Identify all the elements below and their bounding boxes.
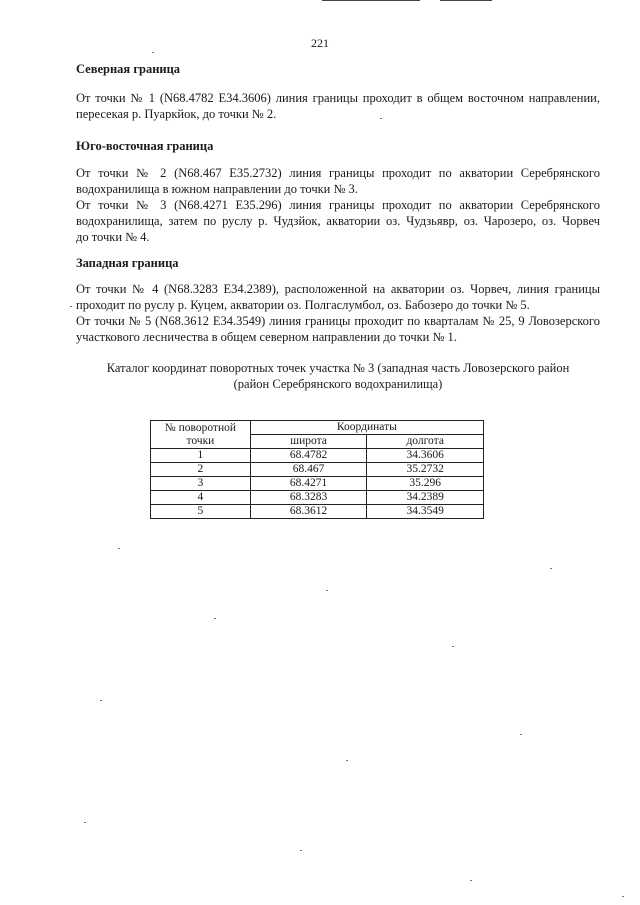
table-row bbox=[151, 491, 484, 505]
cell-longitude: 35.2732 bbox=[367, 463, 484, 477]
scan-speck bbox=[100, 700, 102, 701]
page-number: 221 bbox=[311, 36, 329, 50]
text-line: От точки № 5 (N68.3612 E34.3549) линия границы проходит по кварталам № 25, 9 Ловозерского bbox=[76, 314, 600, 328]
cell-longitude: 34.2389 bbox=[367, 491, 484, 505]
scan-speck bbox=[452, 646, 454, 647]
scan-speck bbox=[152, 52, 154, 53]
section-text-north bbox=[76, 90, 600, 122]
table-row bbox=[151, 449, 484, 463]
cell-longitude: 34.3606 bbox=[367, 449, 484, 463]
section-heading-north: Северная граница bbox=[76, 62, 181, 76]
section-text-west bbox=[76, 281, 600, 345]
table-header-row bbox=[151, 421, 484, 435]
table-caption bbox=[76, 360, 600, 392]
cell-longitude: 35.296 bbox=[367, 477, 484, 491]
cell-latitude: 68.4271 bbox=[250, 477, 367, 491]
scan-speck bbox=[300, 850, 302, 851]
header-latitude: широта bbox=[250, 435, 367, 449]
text-line: От точки № 4 (N68.3283 E34.2389), расположенной на акватории оз. Чорвеч, линия границы bbox=[76, 282, 600, 296]
cell-point: 2 bbox=[151, 463, 251, 477]
cell-longitude: 34.3549 bbox=[367, 505, 484, 519]
section-heading-west: Западная граница bbox=[76, 256, 179, 270]
cell-latitude: 68.467 bbox=[250, 463, 367, 477]
scan-speck bbox=[84, 822, 86, 823]
section-text-southeast bbox=[76, 165, 600, 245]
cell-point: 5 bbox=[151, 505, 251, 519]
table-row bbox=[151, 477, 484, 491]
cell-latitude: 68.3612 bbox=[250, 505, 367, 519]
header-point-line: точки bbox=[186, 434, 215, 447]
scan-speck bbox=[118, 548, 120, 549]
scan-speck bbox=[622, 896, 624, 897]
header-point-line: № поворотной bbox=[164, 421, 237, 434]
scan-speck bbox=[520, 734, 522, 735]
cell-latitude: 68.4782 bbox=[250, 449, 367, 463]
scan-speck bbox=[326, 590, 328, 591]
text-line: От точки № 2 (N68.467 E35.2732) линия границы проходит по акватории Серебрянского bbox=[76, 166, 600, 180]
cell-latitude: 68.3283 bbox=[250, 491, 367, 505]
scan-speck bbox=[70, 306, 72, 307]
header-coordinates: Координаты bbox=[250, 421, 483, 435]
caption-line: Каталог координат поворотных точек участка № 3 (западная часть Ловозерского район bbox=[106, 361, 570, 375]
text-line: От точки № 1 (N68.4782 E34.3606) линия границы проходит в общем восточном направлении, bbox=[76, 91, 600, 105]
caption-line: (район Серебрянского водохранилища) bbox=[233, 377, 443, 391]
scan-edge-line bbox=[322, 0, 420, 1]
text-line: От точки № 3 (N68.4271 E35.296) линия границы проходит по акватории Серебрянского bbox=[76, 198, 600, 212]
text-line: участкового лесничества в общем северном направлении до точки № 1. bbox=[76, 330, 457, 344]
text-line: проходит по руслу р. Куцем, акватории оз. Полгаслумбол, оз. Бабозеро до точки № 5. bbox=[76, 298, 530, 312]
header-point bbox=[151, 421, 251, 449]
scan-speck bbox=[214, 618, 216, 619]
table-row bbox=[151, 505, 484, 519]
text-line: водохранилища, затем по руслу р. Чудзйок, акватории оз. Чудзьявр, оз. Чарозеро, оз. Чорвеч bbox=[76, 214, 600, 228]
scan-speck bbox=[346, 760, 348, 761]
text-line: водохранилища в южном направлении до точки № 3. bbox=[76, 182, 358, 196]
cell-point: 4 bbox=[151, 491, 251, 505]
header-longitude: долгота bbox=[367, 435, 484, 449]
section-heading-southeast: Юго-восточная граница bbox=[76, 139, 214, 153]
scan-speck bbox=[380, 118, 382, 119]
text-line: до точки № 4. bbox=[76, 230, 150, 244]
coordinates-table bbox=[150, 420, 484, 519]
scan-speck bbox=[470, 880, 472, 881]
table-row bbox=[151, 463, 484, 477]
cell-point: 1 bbox=[151, 449, 251, 463]
text-line: пересекая р. Пуаркйок, до точки № 2. bbox=[76, 107, 277, 121]
cell-point: 3 bbox=[151, 477, 251, 491]
scan-edge-line bbox=[440, 0, 492, 1]
scan-speck bbox=[550, 568, 552, 569]
